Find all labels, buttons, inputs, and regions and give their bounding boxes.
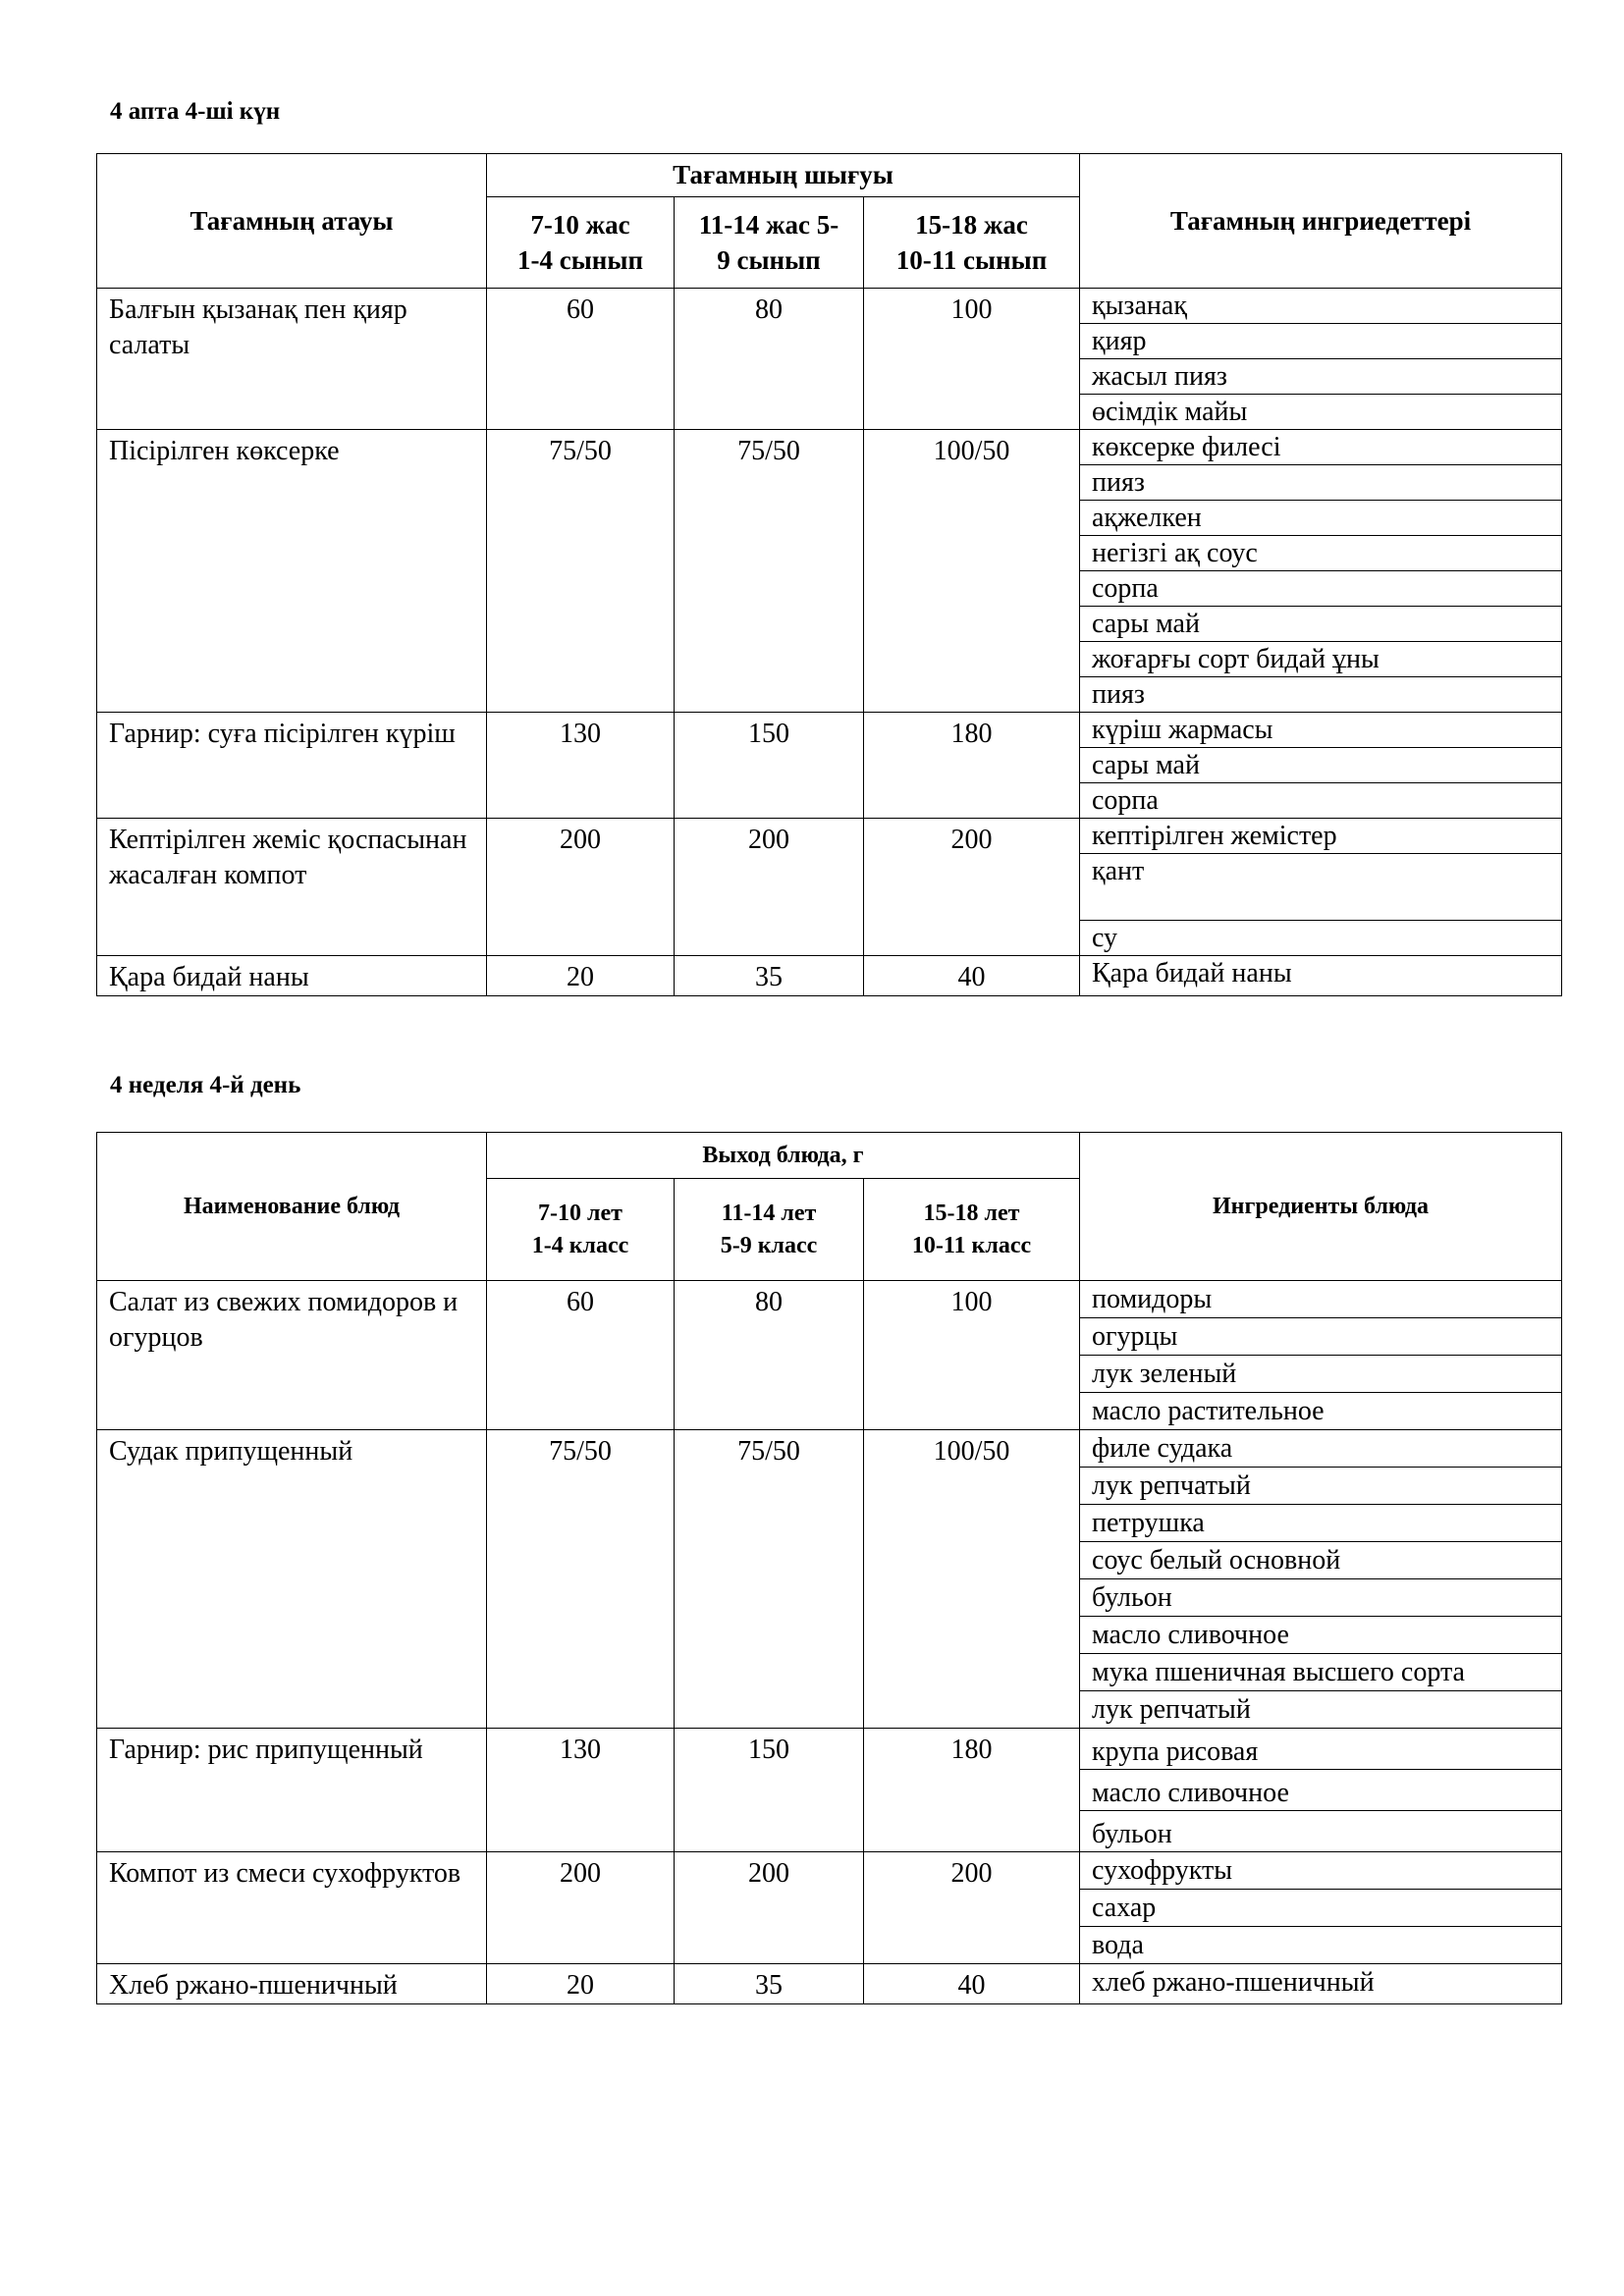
ingredient-item: күріш жармасы	[1080, 713, 1561, 748]
ingredient-item: көксерке филесі	[1080, 430, 1561, 465]
section2-table	[96, 1132, 1562, 2004]
ingredients-list	[1080, 1964, 1562, 2004]
ingredient-item: өсімдік майы	[1092, 397, 1248, 427]
ingredient-item: масло сливочное	[1080, 1770, 1561, 1811]
table-row	[97, 956, 1562, 996]
ingredient-item: қияр	[1080, 324, 1561, 359]
dish-name: Пісірілген көксерке	[97, 430, 487, 713]
yield-age1: 60	[487, 289, 675, 430]
ingredient-item: мука пшеничная высшего сорта	[1080, 1654, 1561, 1691]
table-row	[97, 1964, 1562, 2004]
yield-age1: 200	[487, 819, 675, 956]
yield-age3: 100	[864, 1281, 1080, 1430]
col-ingredients-header: Тағамның ингриедеттері	[1080, 154, 1562, 289]
section1-heading: 4 апта 4-ші күн	[110, 98, 281, 125]
ingredient-item: вода	[1092, 1930, 1144, 1960]
ingredient-item: пияз	[1080, 465, 1561, 501]
table-row	[97, 289, 1562, 430]
yield-age3: 100	[864, 289, 1080, 430]
yield-age1: 75/50	[487, 430, 675, 713]
table-row	[97, 1281, 1562, 1430]
age-group-3: 15-18 лет 10-11 класс	[864, 1179, 1080, 1281]
dish-name: Балғын қызанақ пен қияр салаты	[97, 289, 487, 430]
ingredient-item: сорпа	[1092, 785, 1159, 816]
dish-name: Гарнир: рис припущенный	[97, 1729, 487, 1852]
ingredients-list	[1080, 1729, 1562, 1852]
ingredient-item: масло растительное	[1092, 1396, 1325, 1426]
ingredients-list	[1080, 1281, 1562, 1430]
yield-age1: 60	[487, 1281, 675, 1430]
ingredient-item: Қара бидай наны	[1092, 958, 1292, 988]
table-row	[97, 1729, 1562, 1852]
yield-age2: 150	[675, 1729, 864, 1852]
yield-age2: 150	[675, 713, 864, 819]
col-name-header: Тағамның атауы	[97, 154, 487, 289]
yield-age2: 200	[675, 1852, 864, 1964]
ingredients-list	[1080, 1430, 1562, 1729]
ingredient-item: сухофрукты	[1080, 1852, 1561, 1890]
ingredients-list	[1080, 1852, 1562, 1964]
yield-age2: 35	[675, 1964, 864, 2004]
yield-age3: 40	[864, 1964, 1080, 2004]
section2-heading: 4 неделя 4-й день	[110, 1072, 301, 1098]
yield-age3: 100/50	[864, 430, 1080, 713]
yield-age3: 200	[864, 819, 1080, 956]
yield-age2: 75/50	[675, 430, 864, 713]
ingredients-list	[1080, 819, 1562, 956]
ingredient-item: петрушка	[1080, 1505, 1561, 1542]
col-yield-header: Тағамның шығуы	[487, 154, 1080, 197]
ingredients-list	[1080, 430, 1562, 713]
ingredient-item: су	[1092, 923, 1118, 953]
ingredient-item: лук репчатый	[1080, 1468, 1561, 1505]
yield-age2: 80	[675, 1281, 864, 1430]
age-group-2: 11-14 жас 5- 9 сынып	[675, 197, 864, 289]
age-group-1: 7-10 жас 1-4 сынып	[487, 197, 675, 289]
ingredient-item: огурцы	[1080, 1318, 1561, 1356]
ingredient-item: филе судака	[1080, 1430, 1561, 1468]
ingredient-item: негізгі ақ соус	[1080, 536, 1561, 571]
ingredient-item: лук репчатый	[1092, 1694, 1251, 1725]
yield-age2: 35	[675, 956, 864, 996]
dish-name: Қара бидай наны	[97, 956, 487, 996]
table-row	[97, 430, 1562, 713]
ingredient-item: бульон	[1080, 1579, 1561, 1617]
yield-age1: 20	[487, 956, 675, 996]
dish-name: Компот из смеси сухофруктов	[97, 1852, 487, 1964]
ingredient-item: пияз	[1092, 679, 1145, 710]
table-row	[97, 1852, 1562, 1964]
ingredient-item: бульон	[1092, 1819, 1172, 1849]
yield-age3: 200	[864, 1852, 1080, 1964]
ingredients-list	[1080, 956, 1562, 996]
table-row	[97, 819, 1562, 956]
ingredient-item: хлеб ржано-пшеничный	[1092, 1967, 1375, 1998]
ingredients-list	[1080, 289, 1562, 430]
dish-name: Гарнир: суға пісірілген күріш	[97, 713, 487, 819]
section1-table	[96, 153, 1562, 996]
yield-age3: 100/50	[864, 1430, 1080, 1729]
ingredient-item: жасыл пияз	[1080, 359, 1561, 395]
ingredient-item: помидоры	[1080, 1281, 1561, 1318]
yield-age3: 180	[864, 1729, 1080, 1852]
ingredient-item: сары май	[1080, 748, 1561, 783]
col-yield-header: Выход блюда, г	[487, 1133, 1080, 1179]
ingredient-item: жоғарғы сорт бидай ұны	[1080, 642, 1561, 677]
ingredient-item: қант	[1080, 854, 1561, 921]
yield-age2: 200	[675, 819, 864, 956]
yield-age2: 80	[675, 289, 864, 430]
yield-age1: 200	[487, 1852, 675, 1964]
ingredient-item: лук зеленый	[1080, 1356, 1561, 1393]
yield-age1: 130	[487, 713, 675, 819]
ingredient-item: соус белый основной	[1080, 1542, 1561, 1579]
yield-age1: 20	[487, 1964, 675, 2004]
col-name-header: Наименование блюд	[97, 1133, 487, 1281]
yield-age3: 40	[864, 956, 1080, 996]
dish-name: Судак припущенный	[97, 1430, 487, 1729]
ingredient-item: сахар	[1080, 1890, 1561, 1927]
ingredient-item: сорпа	[1080, 571, 1561, 607]
ingredient-item: крупа рисовая	[1080, 1729, 1561, 1770]
yield-age2: 75/50	[675, 1430, 864, 1729]
ingredient-item: қызанақ	[1080, 289, 1561, 324]
yield-age3: 180	[864, 713, 1080, 819]
ingredient-item: сары май	[1080, 607, 1561, 642]
age-group-1: 7-10 лет 1-4 класс	[487, 1179, 675, 1281]
yield-age1: 75/50	[487, 1430, 675, 1729]
table-row	[97, 1430, 1562, 1729]
ingredient-item: кептірілген жемістер	[1080, 819, 1561, 854]
ingredient-item: масло сливочное	[1080, 1617, 1561, 1654]
table-row	[97, 713, 1562, 819]
dish-name: Кептірілген жеміс қоспасынан жасалған компот	[97, 819, 487, 956]
yield-age1: 130	[487, 1729, 675, 1852]
age-group-2: 11-14 лет 5-9 класс	[675, 1179, 864, 1281]
age-group-3: 15-18 жас 10-11 сынып	[864, 197, 1080, 289]
dish-name: Хлеб ржано-пшеничный	[97, 1964, 487, 2004]
ingredient-item: ақжелкен	[1080, 501, 1561, 536]
dish-name: Салат из свежих помидоров и огурцов	[97, 1281, 487, 1430]
col-ingredients-header: Ингредиенты блюда	[1080, 1133, 1562, 1281]
ingredients-list	[1080, 713, 1562, 819]
